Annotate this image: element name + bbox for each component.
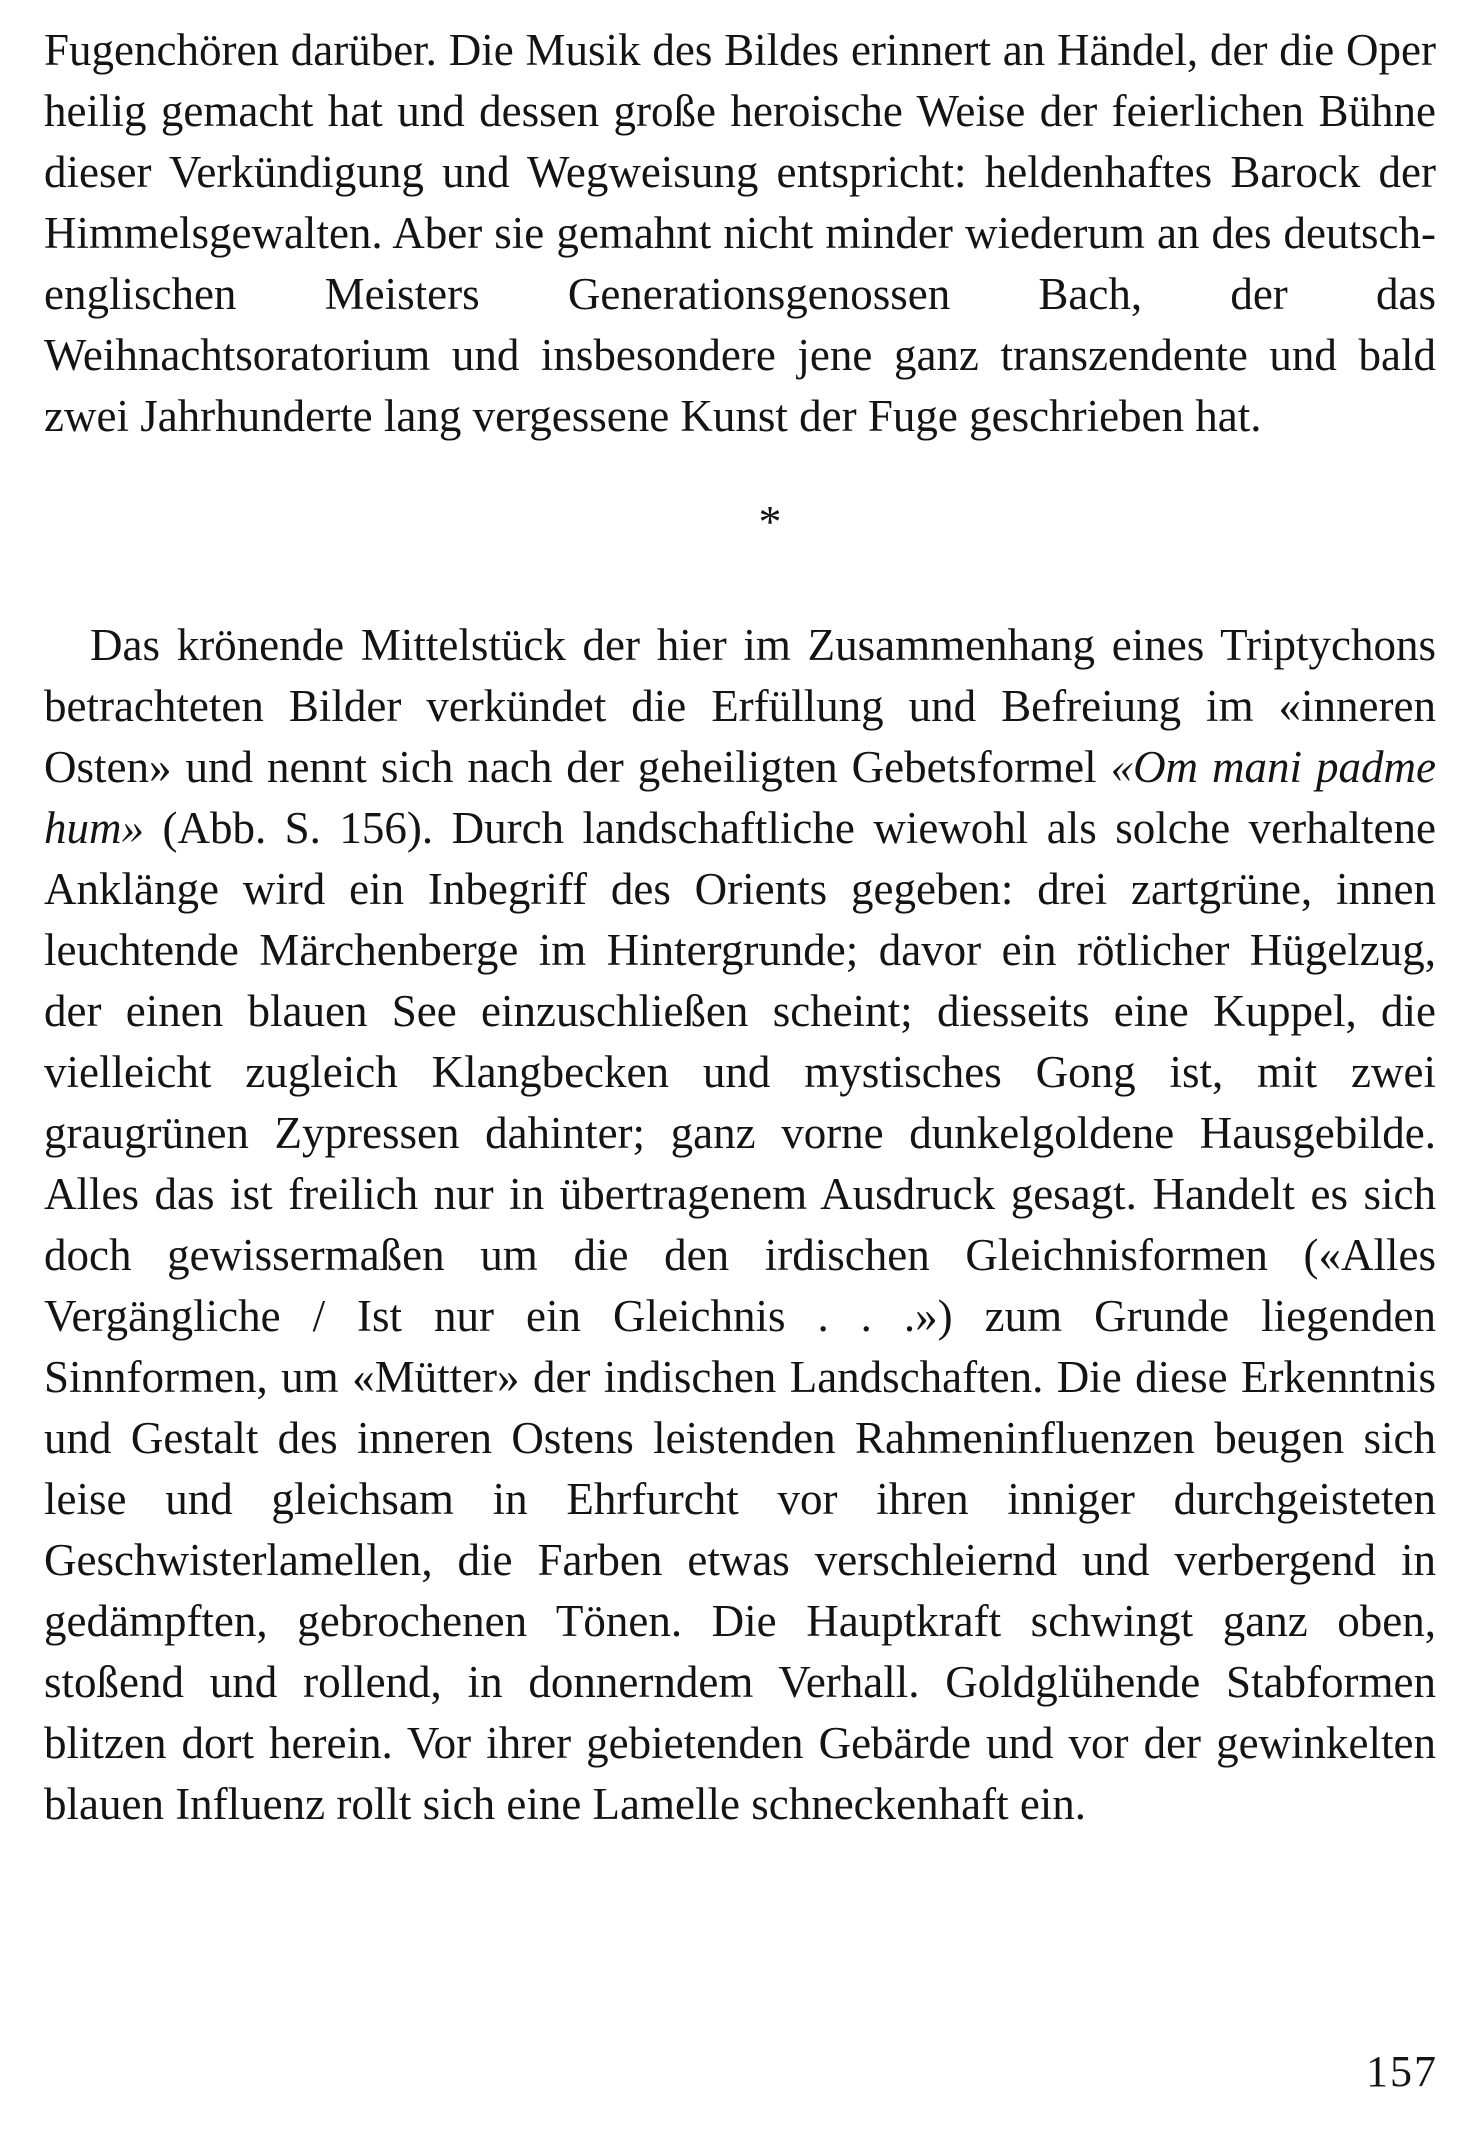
paragraph-text-after-quote: (Abb. S. 156). Durch landschaftliche wiewohl als solche verhaltene Anklänge wird ein Inbegriff des Orients gegeben: drei zartgrüne, innen leuchtende Märchenberge im Hintergrunde; davor ein rötlicher Hügelzug, der einen blauen See einzuschließen scheint; diesseits eine Kuppel, die vielleicht zugleich Klangbecken und mystisches Gong ist, mit zwei graugrünen Zypressen dahinter; ganz vorne dunkelgoldene Hausgebilde. Alles das ist freilich nur in übertragenem Ausdruck gesagt. Handelt es sich doch gewissermaßen um die den irdischen Gleichnisformen («Alles Vergängliche / Ist nur ein Gleichnis . . .») zum Grunde liegenden Sinnformen, um «Mütter» der indischen Landschaften. Die diese Erkenntnis und Gestalt des inneren Ostens leistenden Rahmeninfluenzen beugen sich leise und gleichsam in Ehrfurcht vor ihren inniger durchgeisteten Geschwisterlamellen, die Farben etwas verschleiernd und verbergend in gedämpften, gebrochenen Tönen. Die Hauptkraft schwingt ganz oben, stoßend und rollend, in donnerndem Verhall. Goldglühende Stabformen blitzen dort herein. Vor ihrer gebietenden Gebärde und vor der gewinkelten blauen Influenz rollt sich eine Lamelle schneckenhaft ein. [44,803,1437,1829]
page-number: 157 [1366,2047,1438,2096]
book-page [44,20,1436,1835]
italic-quote: «Om mani padme hum» [44,742,1436,853]
section-separator [44,496,1436,547]
paragraph-text-before-quote: Das krönende Mittelstück der hier im Zusammenhang eines Triptychons betrachteten Bilder verkündet die Erfüllung und Befreiung im «inneren Osten» und nennt sich nach der geheiligten Gebetsformel [44,620,1436,792]
paragraph-continued: Fugenchören darüber. Die Musik des Bildes erinnert an Händel, der die Oper heilig gemacht hat und dessen große heroische Weise der feierlichen Bühne dieser Verkündigung und Wegweisung entspricht: heldenhaftes Barock der Himmelsgewalten. Aber sie gemahnt nicht minder wiederum an des deutsch-englischen Meisters Generationsgenossen Bach, der das Weihnachtsoratorium und insbesondere jene ganz transzendente und bald zwei Jahrhunderte lang vergessene Kunst der Fuge geschrieben hat. [44,25,1436,441]
asterisk-separator: * [758,496,782,547]
paragraph-om-mani-padme-hum [44,615,1436,1835]
